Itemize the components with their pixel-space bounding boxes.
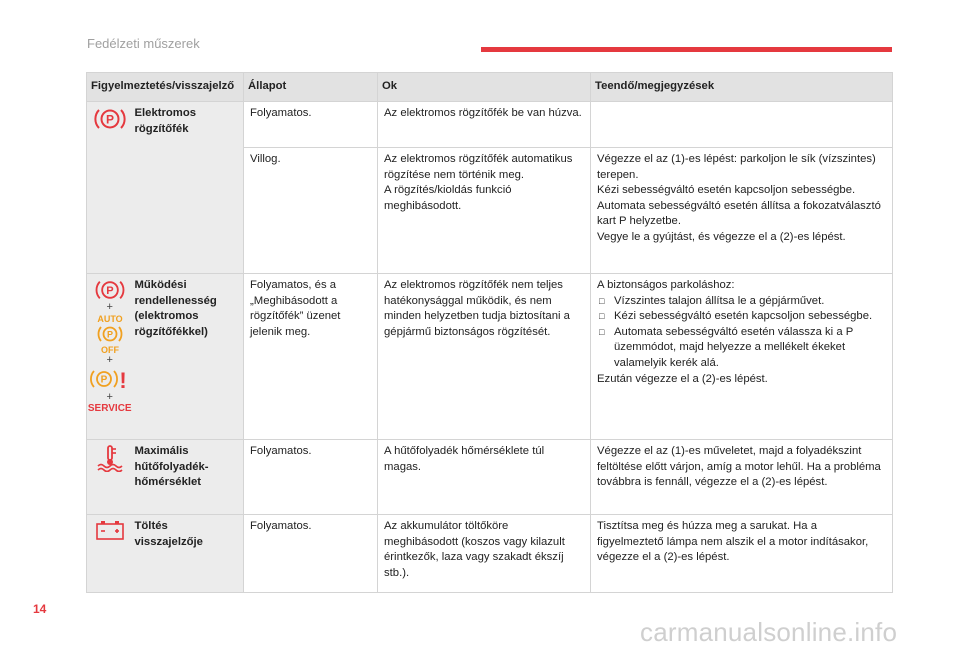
auto-p-off-icon: [93, 313, 127, 355]
column-header-cause: Ok: [378, 73, 591, 102]
page-number: 14: [33, 602, 47, 616]
exclamation-mark: !: [119, 368, 127, 392]
state-cell: Villog.: [244, 148, 378, 274]
action-bullet: □ Vízszintes talajon állítsa le a gépjárművet.: [597, 294, 886, 310]
action-cell: [591, 274, 893, 440]
action-cell: Végezze el az (1)-es műveletet, majd a folyadékszint feltöltése előtt várjon, amíg a motor lehűl. Ha a probléma továbbra is fennáll, végezze el a (2)-es lépést.: [591, 440, 893, 515]
warning-name: Maximális hűtőfolyadék-hőmérséklet: [133, 440, 244, 515]
cause-cell: Az elektromos rögzítőfék automatikus rögzítése nem történik meg. A rögzítés/kioldás funkció meghibásodott.: [378, 148, 591, 274]
action-outro: Ezután végezze el a (2)-es lépést.: [597, 372, 768, 385]
action-cell: Tisztítsa meg és húzza meg a sarukat. Ha a figyelmeztető lámpa nem alszik el a motor indításakor, végezze el a (2)-es lépést.: [591, 515, 893, 593]
watermark: carmanualsonline.info: [640, 617, 898, 647]
icon-cell: [87, 440, 133, 515]
plus-sign: +: [106, 301, 113, 313]
state-cell: Folyamatos, és a „Meghibásodott a rögzítőfék” üzenet jelenik meg.: [244, 274, 378, 440]
cause-cell: A hűtőfolyadék hőmérséklete túl magas.: [378, 440, 591, 515]
warning-name: Töltés visszajelzője: [133, 515, 244, 593]
auto-p-letter: P: [106, 329, 113, 340]
parking-service-icon: [90, 366, 130, 392]
table-row: [87, 440, 893, 515]
parking-p-letter: P: [105, 112, 114, 127]
plus-sign: +: [106, 391, 113, 403]
warning-name: Működési rendellenesség (elektromos rögzítőfékkel): [133, 274, 244, 440]
plus-sign: +: [106, 354, 113, 366]
table-row: [87, 102, 893, 148]
cause-cell: Az akkumulátor töltőköre meghibásodott (koszos vagy kilazult érintkezők, laza vagy szakadt ékszíj stb.).: [378, 515, 591, 593]
state-cell: Folyamatos.: [244, 515, 378, 593]
action-bullet: □ Automata sebességváltó esetén válassza ki a P üzemmódot, majd helyezze a mellékelt ékeket valamelyik kerék alá.: [597, 325, 886, 372]
section-title: Fedélzeti műszerek: [87, 36, 200, 51]
action-intro: A biztonságos parkoláshoz:: [597, 279, 735, 291]
state-cell: Folyamatos.: [244, 102, 378, 148]
service-icon: SERVICE: [87, 403, 132, 414]
auto-label: AUTO: [97, 314, 123, 324]
state-cell: Folyamatos.: [244, 440, 378, 515]
cause-cell: Az elektromos rögzítőfék be van húzva.: [378, 102, 591, 148]
header-accent-bar: [481, 47, 892, 52]
parking-brake-icon: [93, 106, 127, 132]
off-label: OFF: [100, 345, 119, 355]
icon-cell: [87, 274, 133, 440]
action-cell: Végezze el az (1)-es lépést: parkoljon le sík (vízszintes) terepen. Kézi sebességváltó esetén kapcsoljon sebességbe. Automata sebességváltó esetén állítsa a fokozatválasztó kart P helyzetbe. Vegye le a gyújtást, és végezze el a (2)-es lépést.: [591, 148, 893, 274]
table-row: [87, 515, 893, 593]
table-header-row: [87, 73, 893, 102]
table-row: [87, 274, 893, 440]
cause-cell: Az elektromos rögzítőfék nem teljes hatékonysággal működik, és nem minden helyzetben tudja biztosítani a gépjármű biztonságos rögzítését.: [378, 274, 591, 440]
action-cell: [591, 102, 893, 148]
action-bullet: □ Kézi sebességváltó esetén kapcsoljon sebességbe.: [597, 309, 886, 325]
service-p-letter: P: [100, 374, 108, 386]
icon-cell: [87, 515, 133, 593]
column-header-state: Állapot: [244, 73, 378, 102]
icon-cell: [87, 102, 133, 274]
battery-charge-icon: [95, 519, 125, 541]
warning-name: Elektromos rögzítőfék: [133, 102, 244, 274]
coolant-temperature-icon: [95, 444, 125, 472]
warning-table: [86, 72, 893, 593]
parking-brake-fault-icon: [93, 278, 127, 302]
column-header-warning: Figyelmeztetés/visszajelző: [87, 73, 244, 102]
column-header-action: Teendő/megjegyzések: [591, 73, 893, 102]
parking-p-letter: P: [106, 285, 114, 298]
